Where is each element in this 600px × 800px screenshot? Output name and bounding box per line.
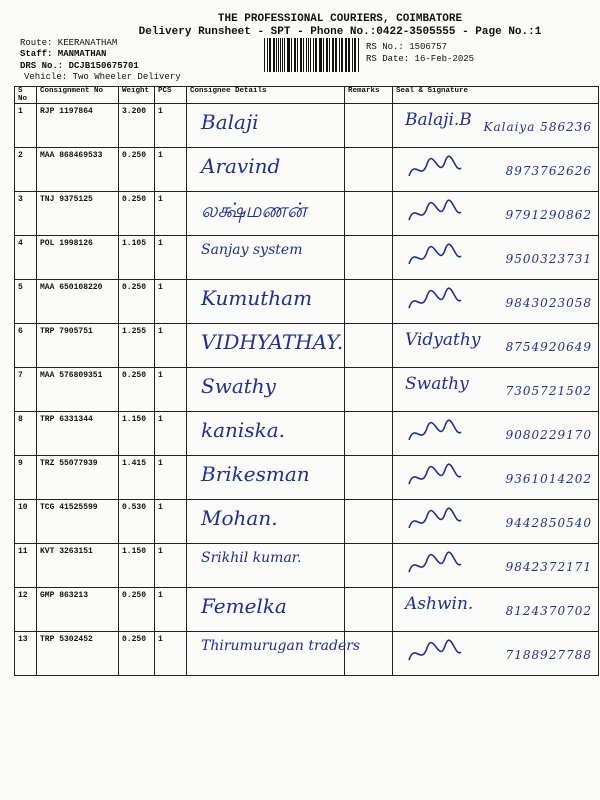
barcode-bar xyxy=(303,38,304,72)
barcode-bar xyxy=(339,38,340,72)
row-consignee-details xyxy=(187,280,345,324)
row-consignment-no: TRZ 55077939 xyxy=(37,456,119,500)
col-sno: S No xyxy=(15,87,37,104)
barcode-bar xyxy=(345,38,347,72)
row-pcs: 1 xyxy=(155,544,187,588)
col-seal-signature: Seal & Signature xyxy=(393,87,599,104)
col-consignment: Consignment No xyxy=(37,87,119,104)
signature-phone-number: 8124370702 xyxy=(505,604,592,618)
row-consignee-details xyxy=(187,544,345,588)
signature-phone-number: 9842372171 xyxy=(505,560,592,574)
signature-handwritten xyxy=(405,506,465,541)
consignee-handwritten-name: Femelka xyxy=(201,594,287,618)
signature-phone-number: Kalaiya 586236 xyxy=(483,120,592,134)
barcode-bar xyxy=(310,38,311,72)
signature-handwritten xyxy=(405,286,465,321)
row-pcs: 1 xyxy=(155,368,187,412)
row-consignment-no: POL 1998126 xyxy=(37,236,119,280)
barcode-bar xyxy=(336,38,337,72)
row-weight: 0.250 xyxy=(119,192,155,236)
row-pcs: 1 xyxy=(155,280,187,324)
barcode-bar xyxy=(273,38,275,72)
col-weight: Weight xyxy=(119,87,155,104)
row-consignee-details xyxy=(187,324,345,368)
row-sno: 13 xyxy=(15,632,37,676)
signature-handwritten xyxy=(405,154,465,189)
row-remarks xyxy=(345,368,393,412)
row-consignee-details xyxy=(187,412,345,456)
barcode-bar xyxy=(349,38,350,72)
row-pcs: 1 xyxy=(155,324,187,368)
row-remarks xyxy=(345,500,393,544)
row-weight: 0.250 xyxy=(119,368,155,412)
col-remarks: Remarks xyxy=(345,87,393,104)
col-pcs: PCS xyxy=(155,87,187,104)
rs-date: RS Date: 16-Feb-2025 xyxy=(366,54,475,64)
row-pcs: 1 xyxy=(155,192,187,236)
signature-handwritten xyxy=(405,550,465,585)
consignee-handwritten-name: Balaji xyxy=(201,110,259,134)
row-seal-signature xyxy=(393,280,599,324)
barcode-bar xyxy=(354,38,355,72)
row-remarks xyxy=(345,280,393,324)
table-row xyxy=(15,280,599,324)
row-weight: 1.105 xyxy=(119,236,155,280)
row-consignee-details xyxy=(187,368,345,412)
table-row xyxy=(15,324,599,368)
barcode-bar xyxy=(287,38,288,72)
table-row xyxy=(15,236,599,280)
barcode-bar xyxy=(342,38,343,72)
row-consignment-no: MAA 576809351 xyxy=(37,368,119,412)
row-seal-signature xyxy=(393,632,599,676)
table-row xyxy=(15,588,599,632)
row-sno: 11 xyxy=(15,544,37,588)
barcode-bar xyxy=(327,38,328,72)
row-consignee-details xyxy=(187,632,361,676)
row-sno: 4 xyxy=(15,236,37,280)
row-pcs: 1 xyxy=(155,104,187,148)
consignee-handwritten-name: Sanjay system xyxy=(201,242,303,258)
row-consignment-no: TRP 5302452 xyxy=(37,632,119,676)
barcode-bar xyxy=(352,38,353,72)
signature-phone-number: 9843023058 xyxy=(505,296,592,310)
barcode-bar xyxy=(284,38,285,72)
consignee-handwritten-name: Kumutham xyxy=(201,286,313,310)
row-remarks xyxy=(345,236,393,280)
row-consignment-no: MAA 650108220 xyxy=(37,280,119,324)
company-title: THE PROFESSIONAL COURIERS, COIMBATORE xyxy=(217,13,463,25)
barcode-bar xyxy=(270,38,271,72)
row-seal-signature xyxy=(393,544,599,588)
vehicle-label: Vehicle: Two Wheeler Delivery xyxy=(24,72,181,82)
table-row xyxy=(15,544,599,588)
barcode-bar xyxy=(288,38,290,72)
row-remarks xyxy=(345,456,393,500)
barcode-bar xyxy=(294,38,295,72)
row-consignment-no: GMP 863213 xyxy=(37,588,119,632)
row-seal-signature xyxy=(393,368,599,412)
rs-number: RS No.: 1506757 xyxy=(366,42,448,52)
row-sno: 9 xyxy=(15,456,37,500)
row-seal-signature xyxy=(393,412,599,456)
barcode-bar xyxy=(320,38,321,72)
row-weight: 1.150 xyxy=(119,412,155,456)
row-consignment-no: MAA 868469533 xyxy=(37,148,119,192)
row-pcs: 1 xyxy=(155,412,187,456)
route-label: Route: KEERANATHAM xyxy=(20,38,118,48)
consignee-handwritten-name: லக்ஷ்மணன் xyxy=(201,198,307,222)
row-pcs: 1 xyxy=(155,632,187,676)
signature-handwritten xyxy=(405,462,465,497)
row-weight: 1.150 xyxy=(119,544,155,588)
barcode-bar xyxy=(282,38,283,72)
row-seal-signature xyxy=(393,500,599,544)
row-sno: 3 xyxy=(15,192,37,236)
row-weight: 0.250 xyxy=(119,148,155,192)
signature-phone-number: 8754920649 xyxy=(505,340,592,354)
barcode-bar xyxy=(358,38,359,72)
row-seal-signature xyxy=(393,104,599,148)
signature-phone-number: 8973762626 xyxy=(505,164,592,178)
barcode-bar xyxy=(315,38,316,72)
row-seal-signature xyxy=(393,324,599,368)
row-weight: 0.250 xyxy=(119,280,155,324)
row-remarks xyxy=(345,544,393,588)
row-sno: 12 xyxy=(15,588,37,632)
row-seal-signature xyxy=(393,192,599,236)
barcode-bar xyxy=(308,38,310,72)
signature-phone-number: 9442850540 xyxy=(505,516,592,530)
signature-handwritten: Swathy xyxy=(405,374,469,394)
row-consignment-no: KVT 3263151 xyxy=(37,544,119,588)
row-consignment-no: TRP 6331344 xyxy=(37,412,119,456)
barcode-bar xyxy=(313,38,314,72)
barcode-bar xyxy=(297,38,298,72)
row-seal-signature xyxy=(393,148,599,192)
barcode-bar xyxy=(329,38,331,72)
barcode-bar xyxy=(319,38,320,72)
consignee-handwritten-name: Swathy xyxy=(201,374,276,398)
barcode-bar xyxy=(276,38,277,72)
runsheet-subtitle: Delivery Runsheet - SPT - Phone No.:0422-3505555 - Page No.:1 xyxy=(138,26,542,38)
barcode-bar xyxy=(355,38,356,72)
table-row xyxy=(15,104,599,148)
row-seal-signature xyxy=(393,588,599,632)
row-sno: 5 xyxy=(15,280,37,324)
barcode-bar xyxy=(301,38,302,72)
row-remarks xyxy=(345,192,393,236)
signature-phone-number: 7305721502 xyxy=(505,384,592,398)
row-consignee-details xyxy=(187,588,345,632)
staff-label: Staff: MANMATHAN xyxy=(20,49,107,59)
barcode-bar xyxy=(335,38,336,72)
barcode-bar xyxy=(306,38,307,72)
signature-handwritten xyxy=(405,242,465,277)
signature-phone-number: 7188927788 xyxy=(505,648,592,662)
signature-handwritten: Ashwin. xyxy=(405,594,474,614)
row-sno: 8 xyxy=(15,412,37,456)
row-consignment-no: TRP 7905751 xyxy=(37,324,119,368)
barcode-bar xyxy=(278,38,279,72)
table-row xyxy=(15,500,599,544)
row-consignee-details xyxy=(187,456,345,500)
barcode xyxy=(264,38,360,72)
barcode-bar xyxy=(291,38,292,72)
row-sno: 2 xyxy=(15,148,37,192)
row-weight: 0.250 xyxy=(119,632,155,676)
table-row xyxy=(15,148,599,192)
row-weight: 3.200 xyxy=(119,104,155,148)
signature-handwritten: Balaji.B xyxy=(405,110,472,130)
row-sno: 6 xyxy=(15,324,37,368)
signature-phone-number: 9080229170 xyxy=(505,428,592,442)
signature-phone-number: 9361014202 xyxy=(505,472,592,486)
signature-phone-number: 9500323731 xyxy=(505,252,592,266)
table-row xyxy=(15,412,599,456)
table-header-row xyxy=(15,87,599,104)
row-weight: 0.530 xyxy=(119,500,155,544)
row-pcs: 1 xyxy=(155,236,187,280)
barcode-bar xyxy=(295,38,296,72)
col-consignee: Consignee Details xyxy=(187,87,345,104)
row-weight: 0.250 xyxy=(119,588,155,632)
row-consignment-no: RJP 1197864 xyxy=(37,104,119,148)
signature-handwritten xyxy=(405,638,465,673)
row-seal-signature xyxy=(393,456,599,500)
consignee-handwritten-name: VIDHYATHAY. xyxy=(201,330,344,354)
barcode-bar xyxy=(323,38,324,72)
row-weight: 1.415 xyxy=(119,456,155,500)
row-pcs: 1 xyxy=(155,148,187,192)
drs-label: DRS No.: DCJB150675701 xyxy=(20,61,139,71)
row-sno: 10 xyxy=(15,500,37,544)
row-consignment-no: TCG 41525599 xyxy=(37,500,119,544)
signature-handwritten xyxy=(405,198,465,233)
row-pcs: 1 xyxy=(155,456,187,500)
row-remarks xyxy=(345,588,393,632)
barcode-bar xyxy=(267,38,268,72)
consignee-handwritten-name: Mohan. xyxy=(201,506,278,530)
consignee-handwritten-name: Brikesman xyxy=(201,462,310,486)
row-pcs: 1 xyxy=(155,500,187,544)
row-remarks xyxy=(345,148,393,192)
consignee-handwritten-name: kaniska. xyxy=(201,418,285,442)
row-seal-signature xyxy=(393,236,599,280)
row-sno: 1 xyxy=(15,104,37,148)
signature-phone-number: 9791290862 xyxy=(505,208,592,222)
signature-handwritten: Vidyathy xyxy=(405,330,481,350)
barcode-bar xyxy=(341,38,342,72)
row-remarks xyxy=(345,324,393,368)
table-row xyxy=(15,368,599,412)
row-consignment-no: TNJ 9375125 xyxy=(37,192,119,236)
barcode-bar xyxy=(280,38,281,72)
consignee-handwritten-name: Aravind xyxy=(201,154,281,178)
row-remarks xyxy=(345,104,393,148)
table-row xyxy=(15,456,599,500)
row-consignee-details xyxy=(187,192,345,236)
row-pcs: 1 xyxy=(155,588,187,632)
consignee-handwritten-name: Srikhil kumar. xyxy=(201,550,302,566)
barcode-bar xyxy=(348,38,349,72)
table-row xyxy=(15,632,599,676)
row-consignee-details xyxy=(187,236,345,280)
barcode-bar xyxy=(326,38,327,72)
consignee-handwritten-name: Thirumurugan traders xyxy=(201,638,361,654)
row-consignee-details xyxy=(187,148,345,192)
barcode-bar xyxy=(269,38,270,72)
row-consignee-details xyxy=(187,500,345,544)
row-consignee-details xyxy=(187,104,345,148)
barcode-bar xyxy=(264,38,265,72)
row-weight: 1.255 xyxy=(119,324,155,368)
row-sno: 7 xyxy=(15,368,37,412)
barcode-bar xyxy=(332,38,333,72)
row-remarks xyxy=(345,412,393,456)
barcode-bar xyxy=(316,38,317,72)
signature-handwritten xyxy=(405,418,465,453)
table-row xyxy=(15,192,599,236)
barcode-bar xyxy=(300,38,301,72)
runsheet-table xyxy=(14,86,599,676)
